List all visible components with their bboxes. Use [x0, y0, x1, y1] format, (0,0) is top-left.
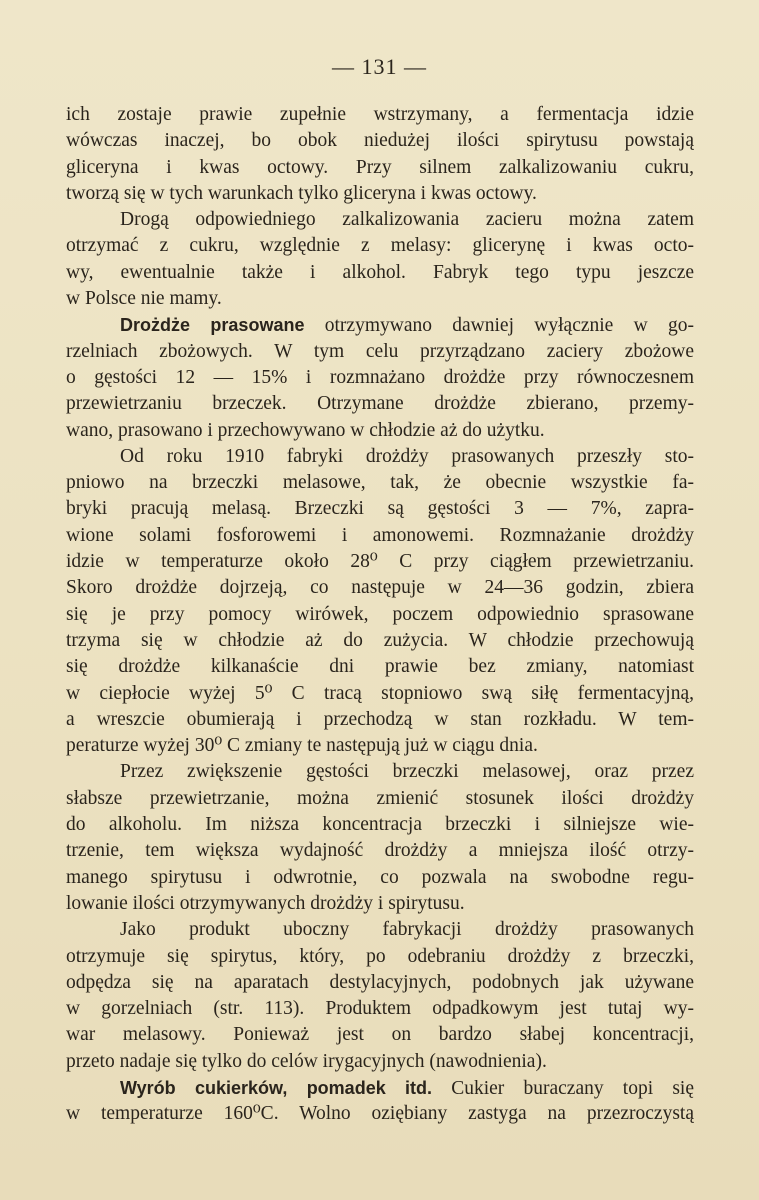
text-line: wówczas inaczej, bo obok niedużej ilości spirytusu powstają	[66, 130, 694, 152]
text-line: odpędza się na aparatach destylacyjnych, podobnych jak używane	[66, 971, 694, 993]
text-line: przeto nadaje się tylko do celów irygacyjnych (nawodnienia).	[66, 1050, 547, 1072]
text-line: otrzymuje się spirytus, który, po odebraniu drożdży z brzeczki,	[66, 945, 694, 967]
text-line: trzyma się w chłodzie aż do zużycia. W chłodzie przechowują	[66, 629, 694, 651]
text-line: w gorzelniach (str. 113). Produktem odpadkowym jest tutaj wy-	[66, 998, 694, 1020]
text-line: wy, ewentualnie także i alkohol. Fabryk tego typu jeszcze	[66, 261, 694, 283]
text-line: w temperaturze 160⁰C. Wolno oziębiany zastyga na przezroczystą	[66, 1103, 694, 1125]
text-line: bryki pracują melasą. Brzeczki są gęstości 3 — 7%, zapra-	[66, 498, 694, 520]
body-text	[66, 102, 694, 1128]
text-line: manego spirytusu i odwrotnie, co pozwala na swobodne regu-	[66, 866, 694, 888]
text-run: otrzymywano dawniej wyłącznie w go-	[304, 315, 694, 337]
text-line: do alkoholu. Im niższa koncentracja brzeczki i silniejsze wie-	[66, 814, 694, 836]
text-line: lowanie ilości otrzymywanych drożdży i spirytusu.	[66, 892, 465, 914]
text-line: Skoro drożdże dojrzeją, co następuje w 24—36 godzin, zbiera	[66, 577, 694, 599]
text-line: rzelniach zbożowych. W tym celu przyrządzano zaciery zbożowe	[66, 340, 694, 362]
paragraph-start	[66, 1075, 694, 1101]
text-line: tworzą się w tych warunkach tylko gliceryna i kwas octowy.	[66, 182, 537, 204]
text-line: w Polsce nie mamy.	[66, 288, 222, 310]
paragraph-start: Jako produkt uboczny fabrykacji drożdży prasowanych	[120, 919, 694, 941]
text-line: peraturze wyżej 30⁰ C zmiany te następują już w ciągu dnia.	[66, 735, 538, 757]
text-run: Cukier buraczany topi się	[432, 1077, 694, 1099]
text-line: wione solami fosforowemi i amonowemi. Rozmnażanie drożdży	[66, 524, 694, 546]
paragraph-start: Drogą odpowiedniego zalkalizowania zacieru można zatem	[120, 209, 694, 231]
text-line: się drożdże kilkanaście dni prawie bez zmiany, natomiast	[66, 656, 694, 678]
paragraph-start: Przez zwiększenie gęstości brzeczki melasowej, oraz przez	[120, 761, 694, 783]
text-line: war melasowy. Ponieważ jest on bardzo słabej koncentracji,	[66, 1024, 694, 1046]
text-line: w ciepłocie wyżej 5⁰ C tracą stopniowo swą siłę fermentacyjną,	[66, 682, 694, 704]
text-line: przewietrzaniu brzeczek. Otrzymane drożdże zbierano, przemy-	[66, 393, 694, 415]
text-line: otrzymać z cukru, względnie z melasy: glicerynę i kwas octo-	[66, 235, 694, 257]
text-line: wano, prasowano i przechowywano w chłodzie aż do użytku.	[66, 419, 545, 441]
page-number: — 131 —	[332, 54, 427, 79]
text-line: ich zostaje prawie zupełnie wstrzymany, a fermentacja idzie	[66, 104, 694, 125]
text-line: słabsze przewietrzanie, można zmienić stosunek ilości drożdży	[66, 787, 694, 809]
text-line: trzenie, tem większa wydajność drożdży a mniejsza ilość otrzy-	[66, 840, 694, 862]
heading-drozdze-prasowane: Drożdże prasowane	[120, 315, 305, 336]
text-line: a wreszcie obumierają i przechodzą w stan rozkładu. W tem-	[66, 708, 694, 730]
text-line: się je przy pomocy wirówek, poczem odpowiednio sprasowane	[66, 603, 694, 625]
text-line: idzie w temperaturze około 28⁰ C przy ciągłem przewietrzaniu.	[66, 551, 694, 573]
text-line: o gęstości 12 — 15% i rozmnażano drożdże przy równoczesnem	[66, 366, 694, 388]
paragraph-start: Od roku 1910 fabryki drożdży prasowanych przeszły sto-	[120, 445, 694, 467]
text-line: pniowo na brzeczki melasowe, tak, że obecnie wszystkie fa-	[66, 472, 694, 494]
heading-wyrob-cukierkow: Wyrób cukierków, pomadek itd.	[120, 1077, 433, 1098]
text-line: gliceryna i kwas octowy. Przy silnem zalkalizowaniu cukru,	[66, 156, 694, 178]
paragraph-start	[66, 312, 694, 338]
